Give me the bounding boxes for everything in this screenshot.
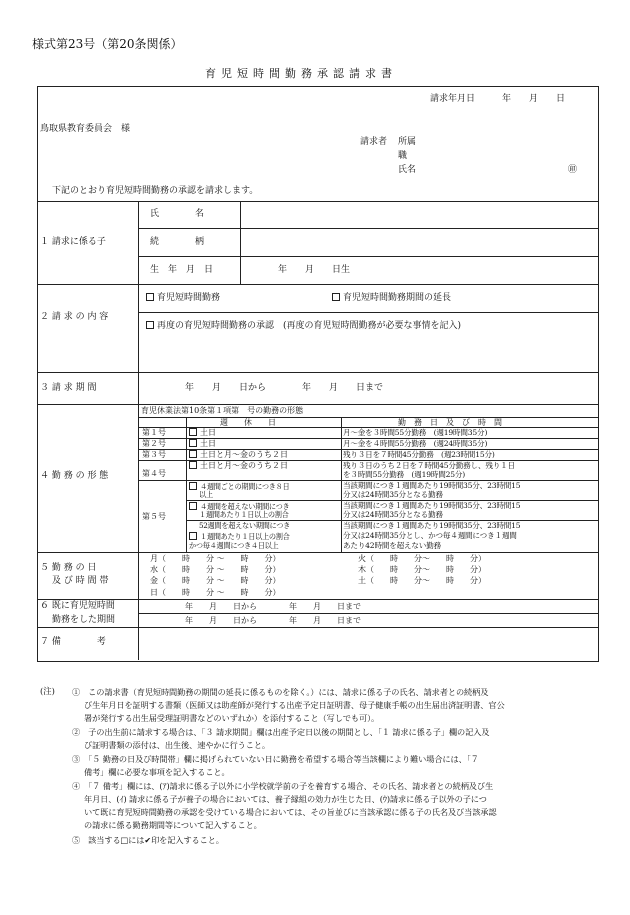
- option-extension[interactable]: 育児短時間勤務期間の延長: [332, 293, 451, 304]
- sec1-label: １ 請求に係る子: [40, 237, 106, 247]
- type-1-hours: 月～金を３時間55分勤務 (週19時間35分): [343, 428, 488, 437]
- checkbox[interactable]: [189, 502, 197, 510]
- schedule-wed: 水（ 時 分 ～ 時 分）: [150, 565, 281, 574]
- note-5-line1: ⑤ 該当する□には✔印を記入すること。: [72, 835, 224, 845]
- schedule-thu: 木（ 時 分～ 時 分）: [358, 565, 486, 574]
- checkbox[interactable]: [146, 321, 154, 329]
- checkbox[interactable]: [189, 532, 197, 540]
- checkbox[interactable]: [332, 293, 340, 301]
- type-5a-hours-line1: 当該期間につき１週間あたり19時間35分、23時間15: [343, 481, 521, 490]
- type-4-label: 第４号: [142, 469, 166, 478]
- requester-name: 氏名: [398, 165, 417, 175]
- child-birth-label: 生 年 月 日: [150, 265, 214, 275]
- requester-dept: 所属: [398, 137, 417, 147]
- sec7-label: ７ 備 考: [40, 637, 106, 647]
- checkbox[interactable]: [189, 450, 197, 458]
- type-1-rest[interactable]: 土日: [189, 428, 216, 438]
- schedule-sat: 土（ 時 分～ 時 分）: [358, 576, 486, 585]
- requester-position: 職: [398, 151, 408, 161]
- note-4-line3: いて既に育児短時間勤務の承認を受けている場合においては、その旨並びに当該承認に係る子の氏名及び当該承認: [84, 807, 497, 817]
- checkbox[interactable]: [146, 293, 154, 301]
- type-3-rest[interactable]: 土日と月～金のうち２日: [189, 450, 288, 460]
- type-2-label: 第２号: [142, 439, 166, 448]
- type-2-rest[interactable]: 土日: [189, 439, 216, 449]
- note-4-line2: 年月日、(ｲ) 請求に係る子が養子の場合においては、養子縁組の効力が生じた日、(ｳ)請求に係る子以外の子につ: [84, 794, 487, 804]
- note-3-line1: ③ 「５ 勤務の日及び時間帯」欄に掲げられていない日に勤務を希望する場合等当該欄により難い場合には、「７: [72, 754, 479, 764]
- request-date: 請求年月日 年 月 日: [430, 94, 566, 104]
- checkbox[interactable]: [189, 461, 197, 469]
- type-5a-rest-line1[interactable]: ４週間ごとの期間につき８日: [189, 482, 289, 491]
- checkbox[interactable]: [189, 428, 197, 436]
- form-frame: [37, 86, 599, 662]
- child-name-label: 氏 名: [150, 209, 205, 219]
- type-5-label: 第５号: [142, 512, 166, 521]
- sec6-label-line2: 勤務をした期間: [52, 615, 116, 625]
- type-5b-hours-line2: 分又は24時間35分となる勤務: [343, 510, 443, 519]
- type-4-hours-line1: 残り３日のうち２日を７時間45分勤務し、残り１日: [343, 461, 515, 470]
- type-5a-hours-line2: 分又は24時間35分となる勤務: [343, 490, 443, 499]
- type-1-label: 第１号: [142, 428, 166, 437]
- note-4-line1: ④ 「７ 備考」欄には、(ｱ)請求に係る子以外に小学校就学前の子を養育する場合、その氏名、請求者との続柄及び生: [72, 781, 494, 791]
- type-5c-hours-line2: 分又は24時間35分とし、かつ毎４週間につき１週間: [343, 531, 517, 540]
- sec2-label: ２ 請 求 の 内 容: [40, 312, 109, 322]
- note-3-line2: 備考」欄に必要な事項を記入すること。: [84, 767, 230, 777]
- note-4-line4: の請求に係る勤務期間等について記入すること。: [84, 820, 262, 830]
- col-work-hours: 勤 務 日 及 び 時 間: [398, 418, 502, 427]
- type-5c-rest-line2[interactable]: １週間あたり１日以上の割合: [189, 532, 290, 541]
- type-5c-hours-line1: 当該期間につき１週間あたり19時間35分、23時間15: [343, 521, 521, 530]
- note-2-line1: ② 子の出生前に請求する場合は、「３ 請求期間」欄は出産予定日以後の期間とし、「１ 請求に係る子」欄の記入及: [72, 727, 490, 737]
- note-1-line1: ① この請求書（育児短時間勤務の期間の延長に係るものを除く。）には、請求に係る子の氏名、請求者との続柄及: [72, 687, 489, 697]
- requester-label: 請求者: [360, 137, 388, 147]
- type-3-label: 第３号: [142, 450, 166, 459]
- intro-text: 下記のとおり育児短時間勤務の承認を請求します。: [52, 186, 259, 196]
- type-3-hours: 残り３日を７時間45分勤務 (週23時間15分): [343, 450, 495, 459]
- child-relation-label: 続 柄: [150, 237, 205, 247]
- schedule-sun: 日（ 時 分 ～ 時 分）: [150, 588, 281, 597]
- type-5b-rest-line1[interactable]: ４週間を超えない期間につき: [189, 502, 289, 511]
- type-5b-rest-line2: １週間あたり１日以上の割合: [199, 510, 289, 519]
- sec3-label: ３ 請 求 期 間: [40, 383, 97, 393]
- document-title: 育児短時間勤務承認請求書: [205, 67, 397, 80]
- request-period: 年 月 日から 年 月 日まで: [185, 383, 384, 393]
- child-birth-value: 年 月 日生: [278, 265, 351, 275]
- sec6-label-line1: ６ 既に育児短時間: [40, 601, 115, 611]
- type-5a-rest-line2: 以上: [199, 490, 213, 499]
- schedule-mon: 月（ 時 分 ～ 時 分）: [150, 554, 281, 563]
- type-4-hours-line2: を３時間55分勤務 (週19時間25分): [343, 470, 466, 479]
- sec4-label: ４ 勤 務 の 形 態: [40, 471, 109, 481]
- type-2-hours: 月～金を４時間55分勤務 (週24時間35分): [343, 439, 488, 448]
- sec5-label-line1: ５ 勤 務 の 日: [40, 563, 97, 573]
- type-5c-hours-line3: あたり42時間を超えない勤務: [343, 541, 441, 550]
- form-number: 様式第23号（第20条関係）: [32, 37, 183, 51]
- option-reapproval[interactable]: 再度の育児短時間勤務の承認 (再度の育児短時間勤務が必要な事情を記入): [146, 321, 461, 332]
- type-4-rest[interactable]: 土日と月～金のうち２日: [189, 461, 288, 471]
- col-rest-days: 週 休 日: [220, 418, 276, 427]
- seal-mark: ㊞: [568, 165, 578, 175]
- law-clause: 育児休業法第10条第１項第 号の勤務の形態: [141, 406, 304, 415]
- sec5-label-line2: 及 び 時 間 帯: [52, 576, 109, 586]
- checkbox[interactable]: [189, 482, 197, 490]
- option-short-time[interactable]: 育児短時間勤務: [146, 293, 220, 304]
- schedule-tue: 火（ 時 分～ 時 分）: [358, 554, 486, 563]
- note-2-line2: び証明書類の添付は、出生後、速やかに行うこと。: [84, 740, 271, 750]
- past-period-2: 年 月 日から 年 月 日まで: [185, 616, 361, 625]
- note-1-line2: び生年月日を証明する書類（医師又は助産師が発行する出産予定日証明書、母子健康手帳の出生届出済証明書、官公: [84, 700, 505, 710]
- schedule-fri: 金（ 時 分 ～ 時 分）: [150, 576, 281, 585]
- type-5c-rest-line1: 52週間を超えない期間につき: [199, 521, 291, 530]
- notes-prefix: (注): [40, 686, 55, 696]
- type-5b-hours-line1: 当該期間につき１週間あたり19時間35分、23時間15: [343, 501, 521, 510]
- past-period-1: 年 月 日から 年 月 日まで: [185, 602, 361, 611]
- checkbox[interactable]: [189, 439, 197, 447]
- note-1-line3: 署が発行する出生届受理証明書などのいずれか）を添付すること（写しでも可）。: [84, 713, 380, 723]
- addressee: 鳥取県教育委員会 様: [40, 124, 131, 134]
- type-5c-rest-line3: かつ毎４週間につき４日以上: [189, 541, 279, 550]
